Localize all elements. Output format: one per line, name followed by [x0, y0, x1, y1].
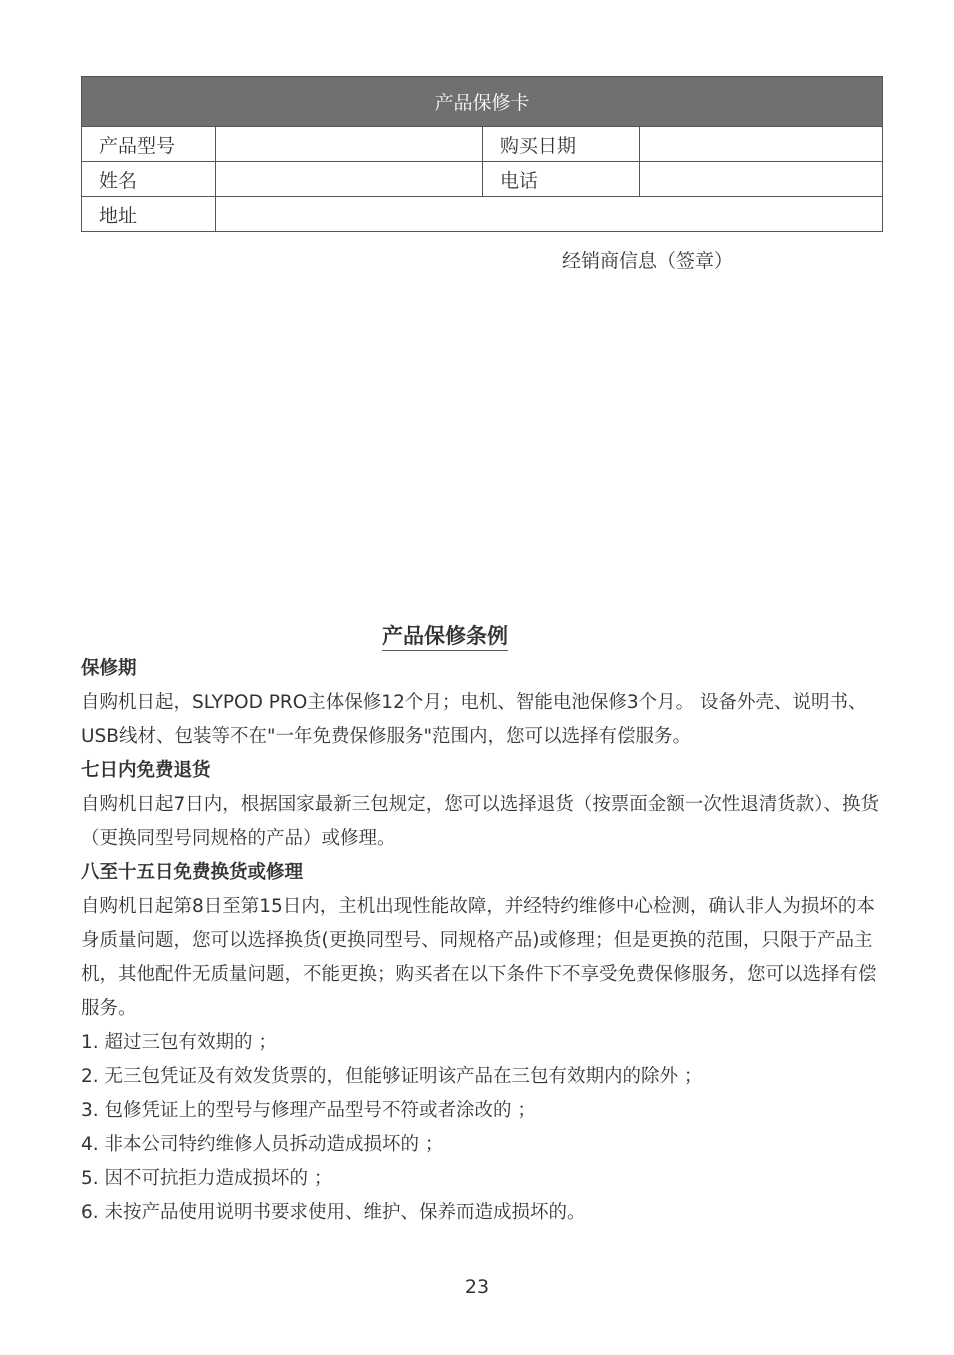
section-heading-seven-day-return: 七日内免费退货	[81, 760, 211, 781]
address-label: 地址	[82, 197, 216, 232]
section-text-warranty-period: 自购机日起，SLYPOD PRO主体保修12个月；电机、智能电池保修3个月。 设备外壳、说明书、USB线材、包装等不在"一年免费保修服务"范围内，您可以选择有偿服务。	[81, 692, 867, 747]
dealer-info-label: 经销商信息（签章）	[562, 250, 734, 272]
terms-title	[0, 620, 890, 650]
model-field[interactable]	[216, 127, 483, 162]
section-heading-warranty-period: 保修期	[81, 658, 137, 679]
table-row	[82, 197, 883, 232]
list-item: 5. 因不可抗拒力造成损坏的 ；	[81, 1168, 333, 1189]
list-item: 3. 包修凭证上的型号与修理产品型号不符或者涂改的 ；	[81, 1100, 536, 1121]
phone-label: 电话	[483, 162, 640, 197]
page-number: 23	[464, 1276, 490, 1298]
purchase-date-field[interactable]	[640, 127, 883, 162]
warranty-card-table	[81, 76, 883, 232]
list-item: 4. 非本公司特约维修人员拆动造成损坏的 ；	[81, 1134, 444, 1155]
section-text-exchange-repair: 自购机日起第8日至第15日内，主机出现性能故障，并经特约维修中心检测，确认非人为损坏的本身质量问题，您可以选择换货(更换同型号、同规格产品)或修理；但是更换的范围，只限于产品主机，其他配件无质量问题，不能更换；购买者在以下条件下不享受免费保修服务，您可以选择有偿服务。	[81, 896, 877, 1019]
terms-title-text: 产品保修条例	[382, 624, 508, 651]
table-row	[82, 127, 883, 162]
list-item: 2. 无三包凭证及有效发货票的，但能够证明该产品在三包有效期内的除外 ；	[81, 1066, 703, 1087]
warranty-card-title: 产品保修卡	[82, 77, 883, 127]
list-item: 6. 未按产品使用说明书要求使用、维护、保养而造成损坏的。	[81, 1202, 586, 1223]
list-item: 1. 超过三包有效期的 ；	[81, 1032, 277, 1053]
section-heading-exchange-repair: 八至十五日免费换货或修理	[81, 862, 304, 883]
model-label: 产品型号	[82, 127, 216, 162]
section-text-seven-day-return: 自购机日起7日内，根据国家最新三包规定，您可以选择退货（按票面金额一次性退清货款）、换货（更换同型号同规格的产品）或修理。	[81, 794, 880, 849]
warranty-card-header-row	[82, 77, 883, 127]
table-row	[82, 162, 883, 197]
name-field[interactable]	[216, 162, 483, 197]
address-field[interactable]	[216, 197, 883, 232]
terms-body	[81, 652, 881, 1230]
purchase-date-label: 购买日期	[483, 127, 640, 162]
name-label: 姓名	[82, 162, 216, 197]
phone-field[interactable]	[640, 162, 883, 197]
